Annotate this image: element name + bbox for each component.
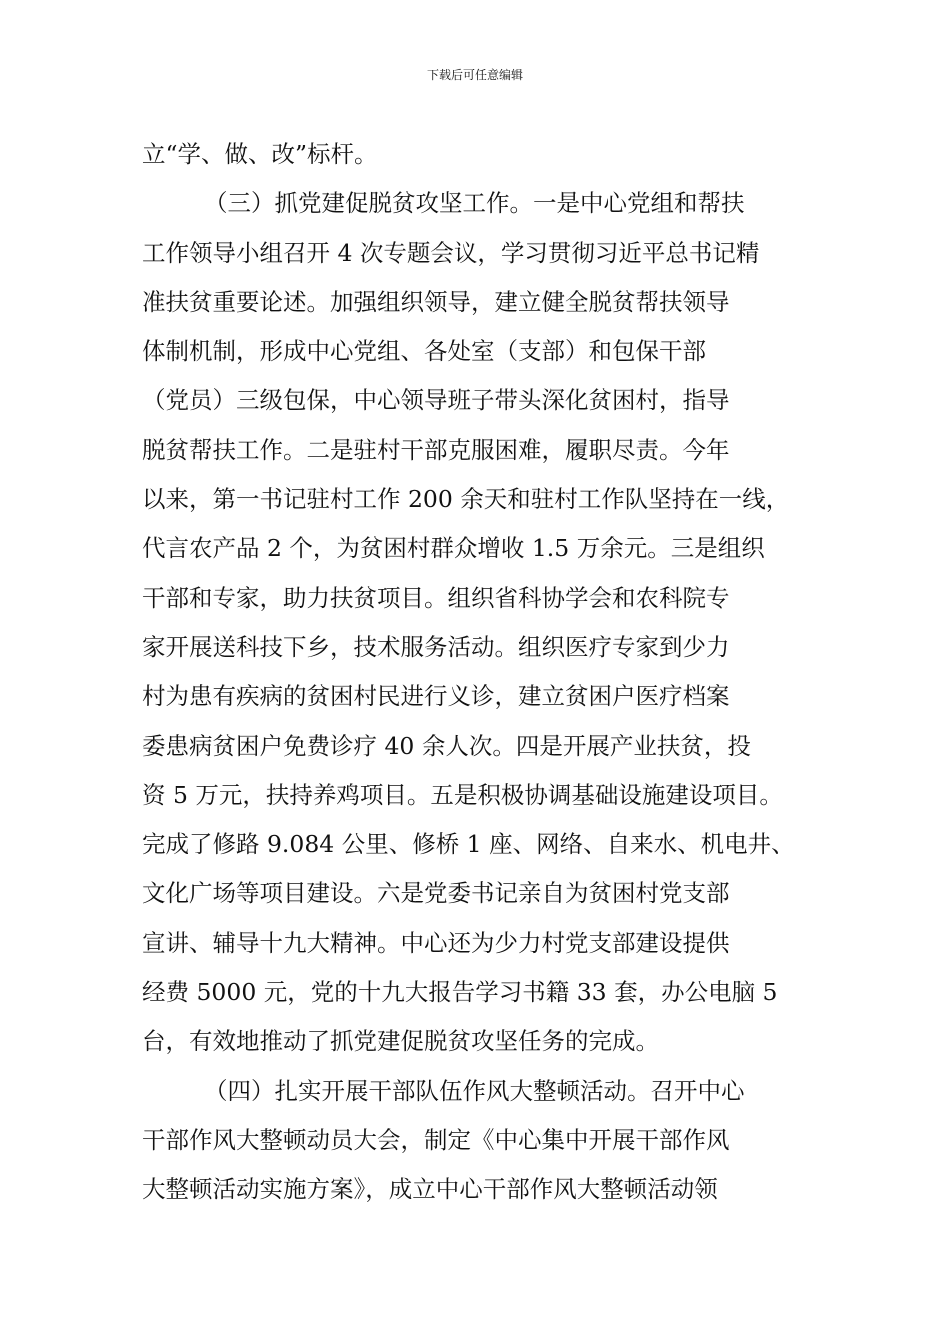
text-line: （党员）三级包保，中心领导班子带头深化贫困村，指导 bbox=[142, 386, 730, 415]
text-line: 工作领导小组召开 4 次专题会议，学习贯彻习近平总书记精 bbox=[142, 238, 760, 267]
text-line: 准扶贫重要论述。加强组织领导，建立健全脱贫帮扶领导 bbox=[142, 287, 730, 316]
body-text bbox=[142, 130, 822, 1215]
text-line: 台，有效地推动了抓党建促脱贫攻坚任务的完成。 bbox=[142, 1027, 659, 1056]
text-line: 脱贫帮扶工作。二是驻村干部克服困难，履职尽责。今年 bbox=[142, 435, 730, 464]
text-line: 完成了修路 9.084 公里、修桥 1 座、网络、自来水、机电井、 bbox=[142, 830, 795, 859]
text-line: 以来，第一书记驻村工作 200 余天和驻村工作队坚持在一线， bbox=[142, 485, 790, 514]
text-line: （三）抓党建促脱贫攻坚工作。一是中心党组和帮扶 bbox=[204, 189, 745, 218]
text-line: 干部和专家，助力扶贫项目。组织省科协学会和农科院专 bbox=[142, 583, 730, 612]
text-line: 资 5 万元，扶持养鸡项目。五是积极协调基础设施建设项目。 bbox=[142, 780, 783, 809]
header-note: 下载后可任意编辑 bbox=[426, 68, 523, 82]
text-line: （四）扎实开展干部队伍作风大整顿活动。召开中心 bbox=[204, 1076, 745, 1105]
text-line: 经费 5000 元，党的十九大报告学习书籍 33 套，办公电脑 5 bbox=[142, 978, 778, 1007]
text-line: 体制机制，形成中心党组、各处室（支部）和包保干部 bbox=[142, 337, 706, 366]
text-line: 家开展送科技下乡，技术服务活动。组织医疗专家到少力 bbox=[142, 632, 730, 661]
text-line: 干部作风大整顿动员大会，制定《中心集中开展干部作风 bbox=[142, 1125, 730, 1154]
text-line: 文化广场等项目建设。六是党委书记亲自为贫困村党支部 bbox=[142, 879, 730, 908]
text-line: 大整顿活动实施方案》，成立中心干部作风大整顿活动领 bbox=[142, 1175, 718, 1204]
text-line: 立“学、做、改”标杆。 bbox=[142, 140, 378, 168]
text-line: 代言农产品 2 个，为贫困村群众增收 1.5 万余元。三是组织 bbox=[142, 534, 765, 563]
text-line: 宣讲、辅导十九大精神。中心还为少力村党支部建设提供 bbox=[142, 928, 730, 957]
text-line: 村为患有疾病的贫困村民进行义诊，建立贫困户医疗档案 bbox=[142, 682, 730, 711]
text-line: 委患病贫困户免费诊疗 40 余人次。四是开展产业扶贫，投 bbox=[142, 731, 751, 760]
